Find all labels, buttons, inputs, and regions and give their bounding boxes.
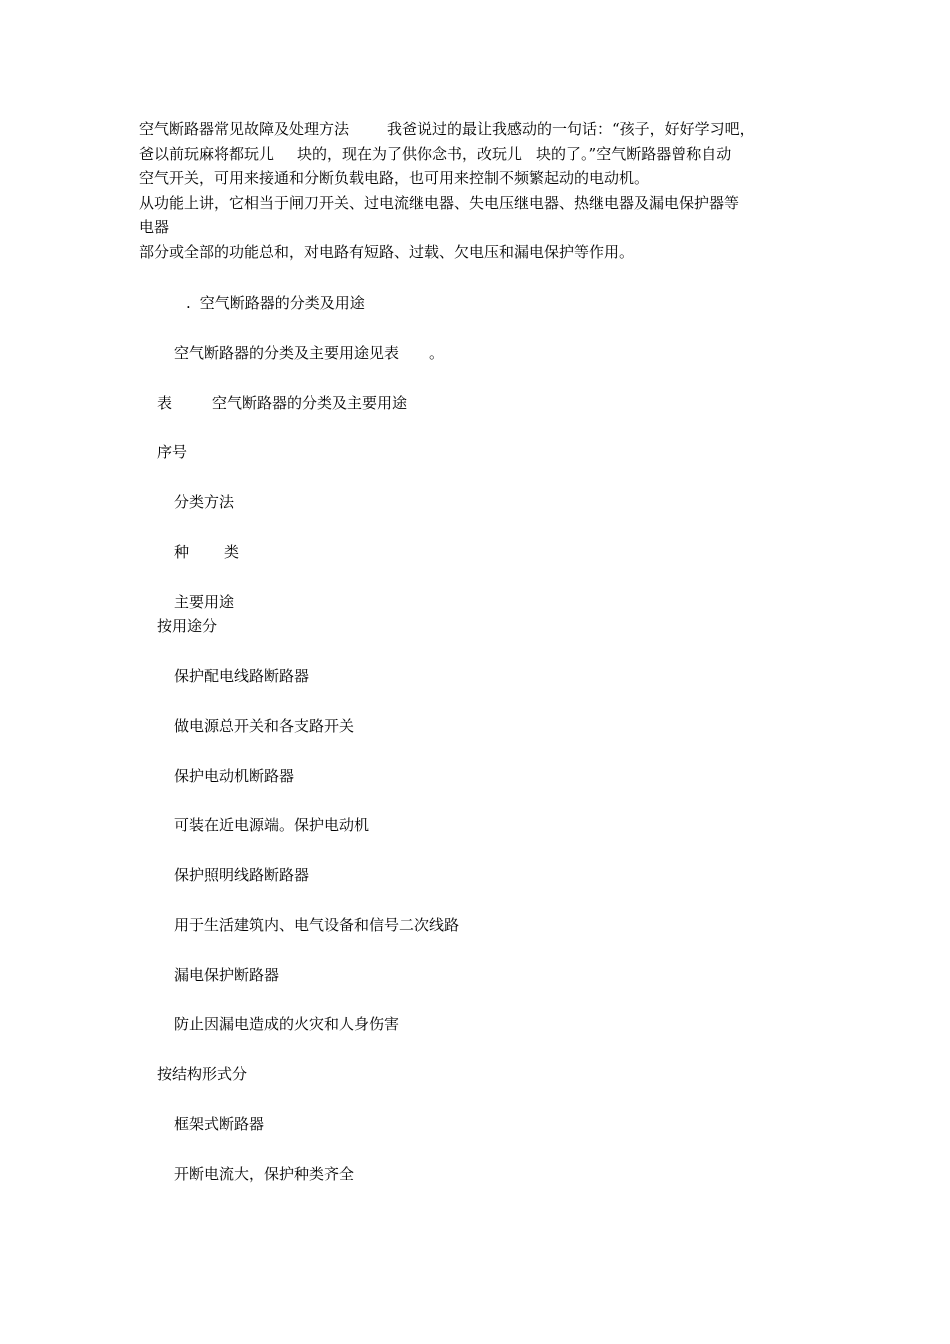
intro-line-1 (139, 117, 819, 142)
table-cell: 可装在近电源端。保护电动机 (174, 816, 370, 834)
intro-line-3: 空气开关，可用来接通和分断负载电路，也可用来控制不频繁起动的电动机。 (139, 169, 650, 187)
table-cell: 做电源总开关和各支路开关 (174, 717, 355, 735)
header-serial-number: 序号 (157, 443, 188, 461)
table-cell: 保护电动机断路器 (174, 767, 295, 785)
table-cell: 防止因漏电造成的火灾和人身伤害 (174, 1015, 400, 1033)
table-caption: 表 空气断路器的分类及主要用途 (157, 394, 408, 412)
intro-paragraph (139, 117, 819, 264)
intro-quote: 我爸说过的最让我感动的一句话：“孩子，好好学习吧， (387, 120, 755, 138)
intro-line-5: 电器 (139, 218, 170, 236)
table-cell: 开断电流大，保护种类齐全 (174, 1165, 355, 1183)
intro-line-6: 部分或全部的功能总和，对电路有短路、过载、欠电压和漏电保护等作用。 (139, 242, 635, 261)
table-cell: 漏电保护断路器 (174, 966, 280, 984)
table-cell: 保护照明线路断路器 (174, 866, 310, 884)
document-title: 空气断路器常见故障及处理方法 (139, 120, 350, 138)
intro-line-4: 从功能上讲，它相当于闸刀开关、过电流继电器、失电压继电器、热继电器及漏电保护器等 (139, 193, 740, 212)
table-reference-text: 空气断路器的分类及主要用途见表 。 (174, 344, 445, 362)
intro-line-2: 爸以前玩麻将都玩儿 块的，现在为了供你念书，改玩儿 块的了。”空气断路器曾称自动 (139, 144, 732, 163)
header-classification-method: 分类方法 (174, 493, 235, 511)
table-cell: 保护配电线路断路器 (174, 667, 310, 685)
group-method-by-structure: 按结构形式分 (157, 1065, 248, 1083)
header-type: 种 类 (174, 543, 240, 561)
group-method-by-use: 按用途分 (157, 617, 218, 635)
section-heading: . 空气断路器的分类及用途 (186, 294, 365, 312)
header-main-use: 主要用途 (174, 593, 235, 611)
table-cell: 框架式断路器 (174, 1115, 265, 1133)
table-cell: 用于生活建筑内、电气设备和信号二次线路 (174, 916, 460, 934)
